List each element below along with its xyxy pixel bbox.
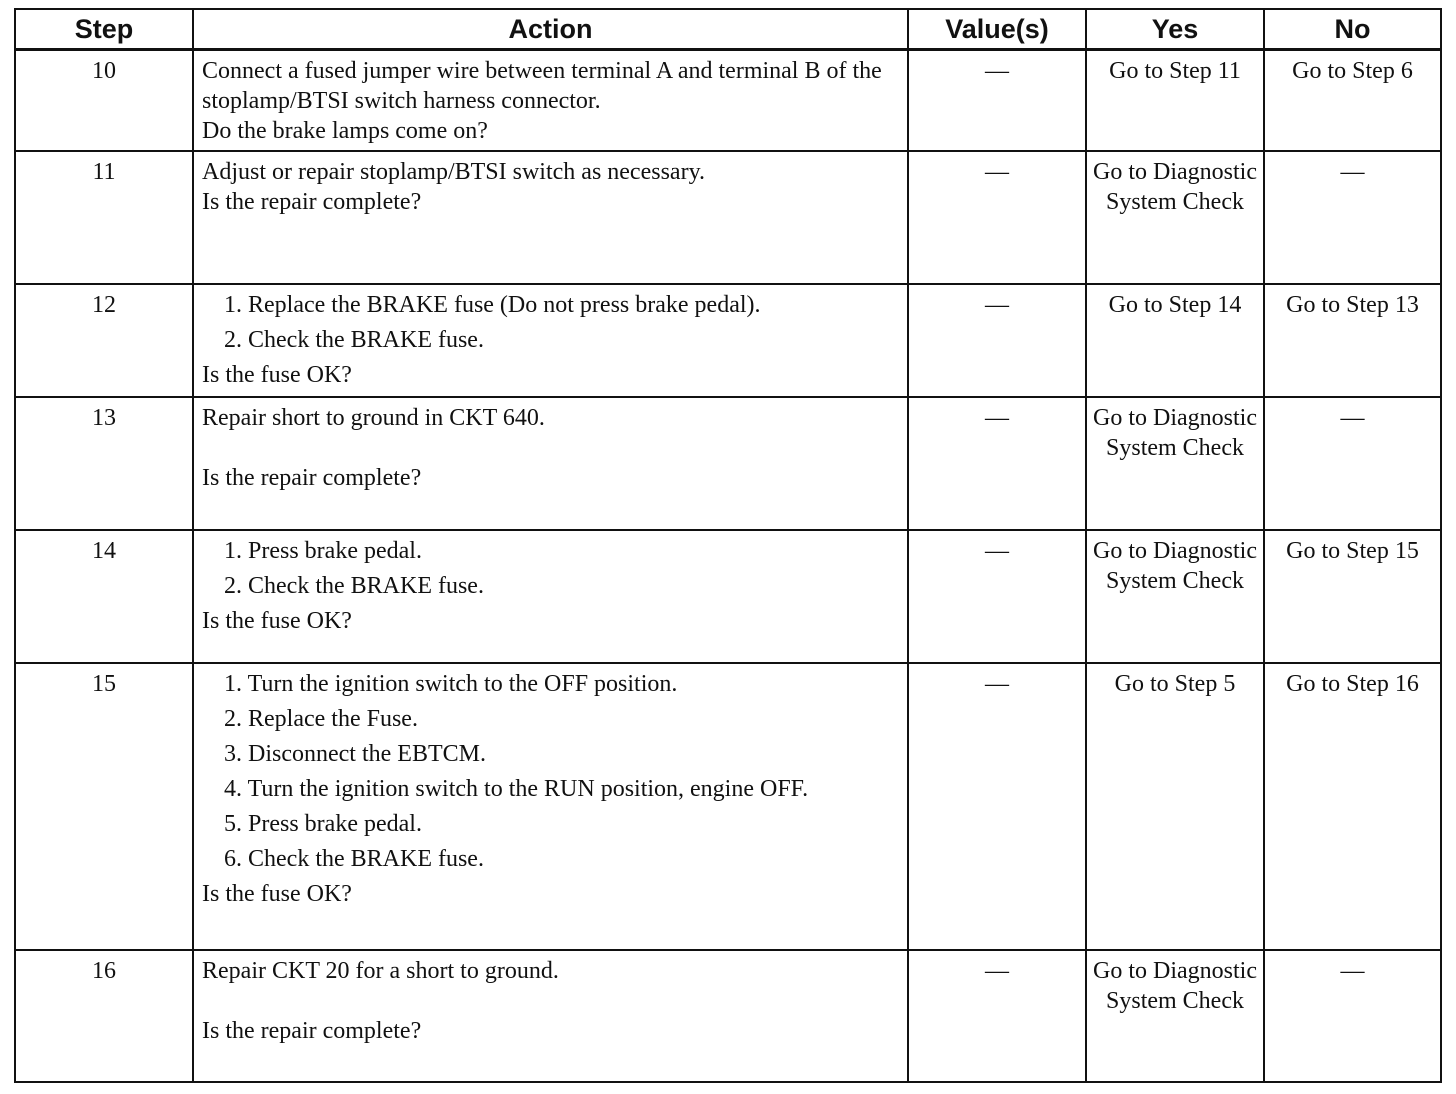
value-cell: —: [908, 950, 1086, 1082]
yes-cell: Go to Step 14: [1086, 284, 1264, 397]
step-number: 16: [15, 950, 193, 1082]
value-cell: —: [908, 397, 1086, 530]
table-row: [15, 530, 1441, 663]
action-cell: [193, 950, 908, 1082]
substep: 2. Check the BRAKE fuse.: [224, 573, 484, 599]
yes-cell: Go to Step 5: [1086, 663, 1264, 950]
value-cell: —: [908, 151, 1086, 284]
substep-list: [202, 536, 899, 601]
action-cell: [193, 397, 908, 530]
step-number: 14: [15, 530, 193, 663]
value-cell: —: [908, 50, 1086, 152]
header-values: Value(s): [908, 9, 1086, 50]
no-cell: Go to Step 6: [1264, 50, 1441, 152]
step-number: 11: [15, 151, 193, 284]
substep: 3. Disconnect the EBTCM.: [224, 741, 486, 767]
action-question: Is the fuse OK?: [202, 362, 352, 388]
action-cell: [193, 530, 908, 663]
substep-list: [202, 669, 899, 874]
yes-cell: Go to Step 11: [1086, 50, 1264, 152]
diagnostic-table: [14, 8, 1442, 1083]
substep: 5. Press brake pedal.: [224, 811, 422, 837]
action-cell: [193, 151, 908, 284]
action-text: Adjust or repair stoplamp/BTSI switch as necessary.: [202, 159, 706, 185]
step-number: 15: [15, 663, 193, 950]
yes-cell: Go to Diagnostic System Check: [1086, 151, 1264, 284]
table-row: [15, 284, 1441, 397]
blank-line: [202, 433, 899, 463]
substep-list: [202, 290, 899, 355]
substep: 6. Check the BRAKE fuse.: [224, 846, 484, 872]
action-text: Repair short to ground in CKT 640.: [202, 405, 545, 431]
step-number: 10: [15, 50, 193, 152]
header-no: No: [1264, 9, 1441, 50]
header-yes: Yes: [1086, 9, 1264, 50]
substep: 1. Turn the ignition switch to the OFF position.: [224, 671, 678, 697]
action-question: Is the repair complete?: [202, 465, 422, 491]
yes-cell: Go to Diagnostic System Check: [1086, 950, 1264, 1082]
action-question: Is the fuse OK?: [202, 881, 352, 907]
value-cell: —: [908, 284, 1086, 397]
substep: 4. Turn the ignition switch to the RUN position, engine OFF.: [224, 776, 809, 802]
yes-cell: Go to Diagnostic System Check: [1086, 530, 1264, 663]
step-number: 13: [15, 397, 193, 530]
action-text: Repair CKT 20 for a short to ground.: [202, 958, 559, 984]
table-row: [15, 950, 1441, 1082]
no-cell: —: [1264, 950, 1441, 1082]
substep: 2. Replace the Fuse.: [224, 706, 418, 732]
value-cell: —: [908, 530, 1086, 663]
action-question: Is the repair complete?: [202, 189, 422, 215]
table-header-row: [15, 9, 1441, 50]
no-cell: —: [1264, 397, 1441, 530]
value-cell: —: [908, 663, 1086, 950]
table-row: [15, 50, 1441, 152]
action-cell: [193, 284, 908, 397]
header-action: Action: [193, 9, 908, 50]
no-cell: Go to Step 15: [1264, 530, 1441, 663]
action-question: Is the fuse OK?: [202, 608, 352, 634]
action-cell: [193, 663, 908, 950]
table-row: [15, 151, 1441, 284]
table-row: [15, 663, 1441, 950]
action-text: Connect a fused jumper wire between terminal A and terminal B of the stoplamp/BTSI switch harness connector.: [202, 58, 882, 114]
substep: 1. Replace the BRAKE fuse (Do not press brake pedal).: [224, 292, 761, 318]
table-row: [15, 397, 1441, 530]
yes-cell: Go to Diagnostic System Check: [1086, 397, 1264, 530]
header-step: Step: [15, 9, 193, 50]
action-question: Do the brake lamps come on?: [202, 118, 488, 144]
no-cell: —: [1264, 151, 1441, 284]
action-cell: [193, 50, 908, 152]
substep: 1. Press brake pedal.: [224, 538, 422, 564]
step-number: 12: [15, 284, 193, 397]
no-cell: Go to Step 13: [1264, 284, 1441, 397]
substep: 2. Check the BRAKE fuse.: [224, 327, 484, 353]
blank-line: [202, 986, 899, 1016]
no-cell: Go to Step 16: [1264, 663, 1441, 950]
action-question: Is the repair complete?: [202, 1018, 422, 1044]
